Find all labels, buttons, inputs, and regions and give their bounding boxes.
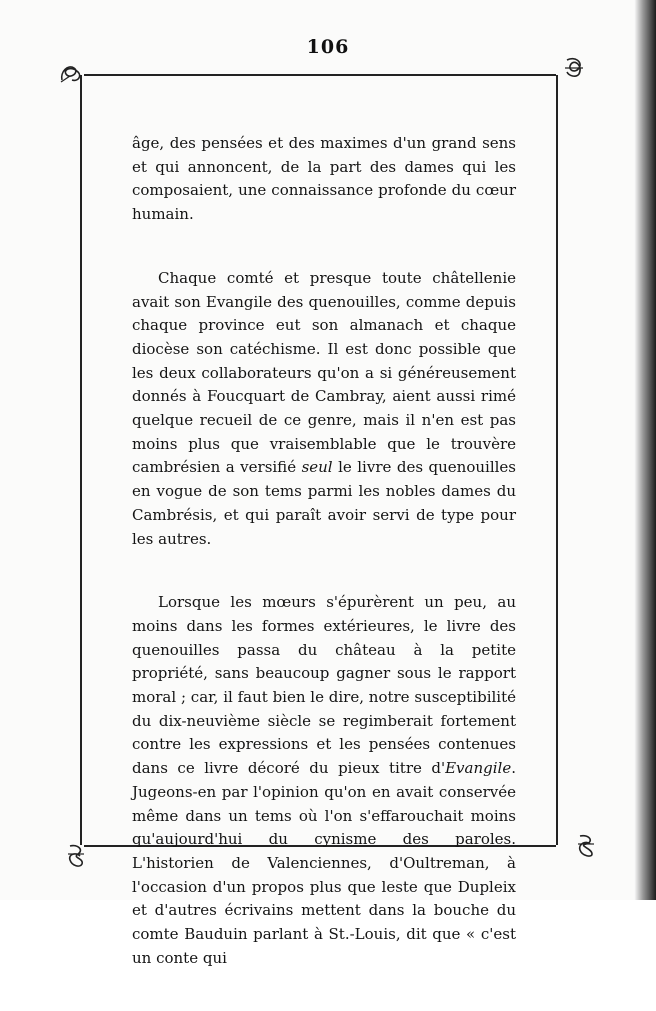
paragraph-2-emphasis: seul [301, 458, 333, 477]
corner-ornament-top-right-icon [561, 54, 587, 80]
page-text-body [132, 132, 516, 1011]
paragraph-2 [132, 267, 516, 551]
paragraph-3-emphasis: Evangile [445, 759, 512, 778]
frame-top-rule [84, 74, 556, 76]
page-number: 106 [306, 36, 350, 58]
corner-ornament-bottom-right-icon [572, 832, 598, 858]
paragraph-2-text-end: le livre des quenouilles en vogue de son tems parmi les nobles dames du Cambrésis, et qui paraît avoir servi de type pour les autres. [132, 458, 516, 548]
corner-ornament-top-left-icon [58, 60, 84, 86]
page-gutter-shadow [634, 0, 656, 900]
paragraph-3-text-end: . Jugeons-en par l'opinion qu'on en avait conservée même dans un tems où l'on s'effarouchait moins qu'aujourd'hui du cynisme des paroles. L'historien de Valenciennes, d'Oultreman, à l'occasion d'un propos plus que leste que Dupleix et d'autres écrivains mettent dans la bouche du comte Bauduin parlant à St.-Louis, dit que « c'est un conte qui [132, 759, 516, 967]
paragraph-3 [132, 591, 516, 970]
paragraph-3-text-start: Lorsque les mœurs s'épurèrent un peu, au moins dans les formes extérieures, le livre des quenouilles passa du château à la petite propriété, sans beaucoup gagner sous le rapport moral ; car, il faut bien le dire, notre susceptibilité du dix-neuvième siècle se regimberait fortement contre les expressions et les pensées contenues dans ce livre décoré du pieux titre d' [132, 593, 516, 778]
paragraph-1: âge, des pensées et des maximes d'un grand sens et qui annoncent, de la part des dames qui les composaient, une connaissance profonde du cœur humain. [132, 134, 516, 224]
corner-ornament-bottom-left-icon [64, 842, 90, 868]
paragraph-2-text-start: Chaque comté et presque toute châtellenie avait son Evangile des quenouilles, comme depuis chaque province eut son almanach et chaque diocèse son catéchisme. Il est donc possible que les deux collaborateurs qu'on a si généreusement donnés à Foucquart de Cambray, aient aussi rimé quelque recueil de ce genre, mais il n'en est pas moins plus que vraisemblable que le trouvère cambrésien a versifié [132, 268, 516, 477]
